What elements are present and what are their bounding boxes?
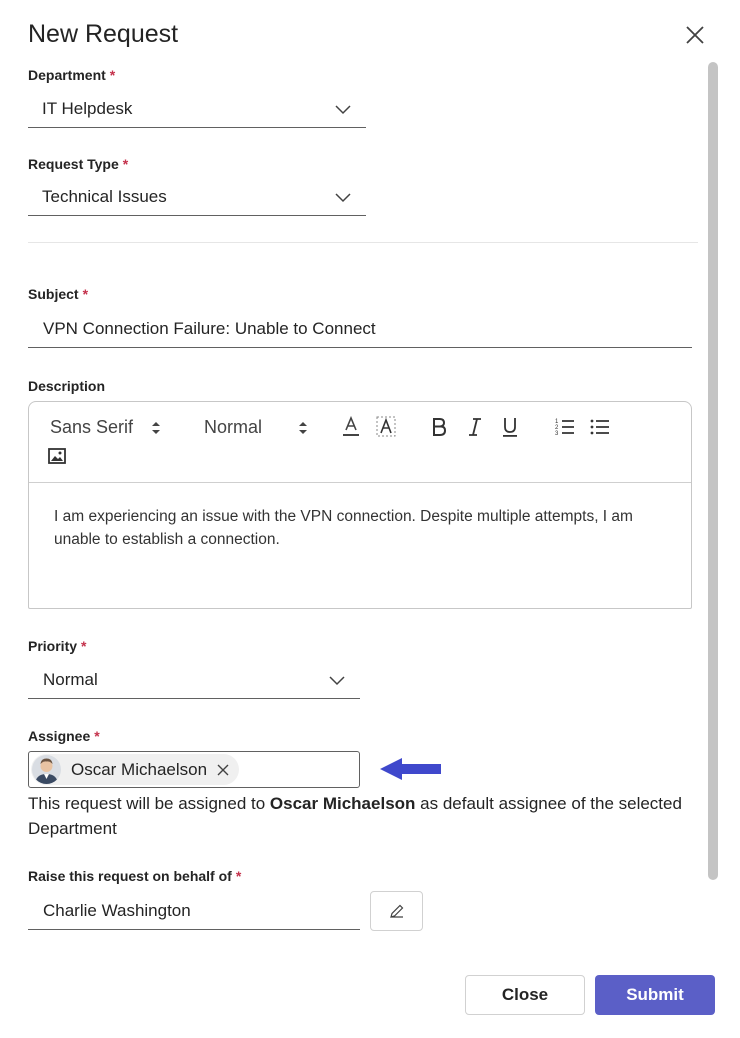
assignee-pill — [31, 754, 239, 785]
sort-arrows-icon — [298, 421, 308, 435]
submit-button[interactable]: Submit — [595, 975, 715, 1015]
assignee-hint: This request will be assigned to Oscar Michaelson as default assignee of the selected Department — [28, 794, 682, 838]
remove-icon[interactable] — [217, 764, 229, 776]
required-mark: * — [109, 67, 116, 83]
priority-label: Priority * — [28, 638, 87, 654]
required-mark: * — [94, 728, 100, 744]
close-icon[interactable] — [682, 22, 708, 48]
hint-assignee-name: Oscar Michaelson — [269, 794, 416, 813]
editor-toolbar — [29, 402, 691, 483]
svg-text:2: 2 — [555, 425, 559, 431]
required-mark: * — [235, 868, 242, 884]
pointer-arrow-icon — [378, 756, 442, 782]
font-size-select[interactable] — [204, 417, 308, 438]
chevron-down-icon — [334, 188, 352, 206]
sort-arrows-icon — [151, 421, 161, 435]
avatar — [32, 755, 61, 784]
required-mark: * — [122, 156, 129, 172]
assignee-picker[interactable] — [28, 751, 360, 788]
description-editor — [28, 401, 692, 609]
subject-label: Subject * — [28, 286, 89, 302]
pencil-icon — [389, 903, 405, 919]
assignee-label: Assignee * — [28, 728, 100, 744]
svg-text:3: 3 — [555, 431, 559, 437]
request-type-dropdown[interactable] — [28, 178, 366, 216]
bold-icon[interactable] — [432, 418, 446, 436]
font-family-select[interactable] — [50, 417, 161, 438]
department-label: Department * — [28, 67, 116, 83]
underline-icon[interactable] — [502, 417, 518, 437]
on-behalf-input[interactable]: Charlie Washington — [28, 892, 360, 930]
priority-dropdown[interactable] — [28, 661, 360, 699]
image-icon[interactable] — [48, 448, 66, 464]
italic-icon[interactable] — [468, 418, 482, 436]
chevron-down-icon — [328, 671, 346, 689]
font-family-value: Sans Serif — [50, 417, 134, 437]
department-value: IT Helpdesk — [42, 98, 133, 118]
ordered-list-icon[interactable] — [555, 417, 575, 437]
required-mark: * — [82, 286, 89, 302]
description-label: Description — [28, 378, 106, 394]
priority-value: Normal — [43, 669, 98, 689]
font-color-icon[interactable] — [342, 416, 360, 438]
request-type-label: Request Type * — [28, 156, 129, 172]
scrollbar[interactable] — [708, 62, 718, 880]
on-behalf-label: Raise this request on behalf of * — [28, 868, 242, 884]
close-button[interactable]: Close — [465, 975, 585, 1015]
edit-on-behalf-button[interactable] — [370, 891, 423, 931]
assignee-name: Oscar Michaelson — [71, 759, 208, 779]
department-dropdown[interactable] — [28, 90, 366, 128]
section-divider — [28, 242, 698, 243]
highlight-icon[interactable] — [376, 416, 396, 438]
required-mark: * — [81, 638, 87, 654]
request-type-value: Technical Issues — [42, 186, 167, 206]
chevron-down-icon — [334, 100, 352, 118]
subject-input[interactable]: VPN Connection Failure: Unable to Connect — [28, 310, 692, 348]
dialog-title: New Request — [28, 20, 179, 48]
font-size-value: Normal — [204, 417, 263, 437]
bullet-list-icon[interactable] — [590, 417, 610, 437]
svg-text:1: 1 — [555, 419, 559, 425]
description-text[interactable]: I am experiencing an issue with the VPN connection. Despite multiple attempts, I am unable to establish a connection. — [54, 508, 633, 548]
